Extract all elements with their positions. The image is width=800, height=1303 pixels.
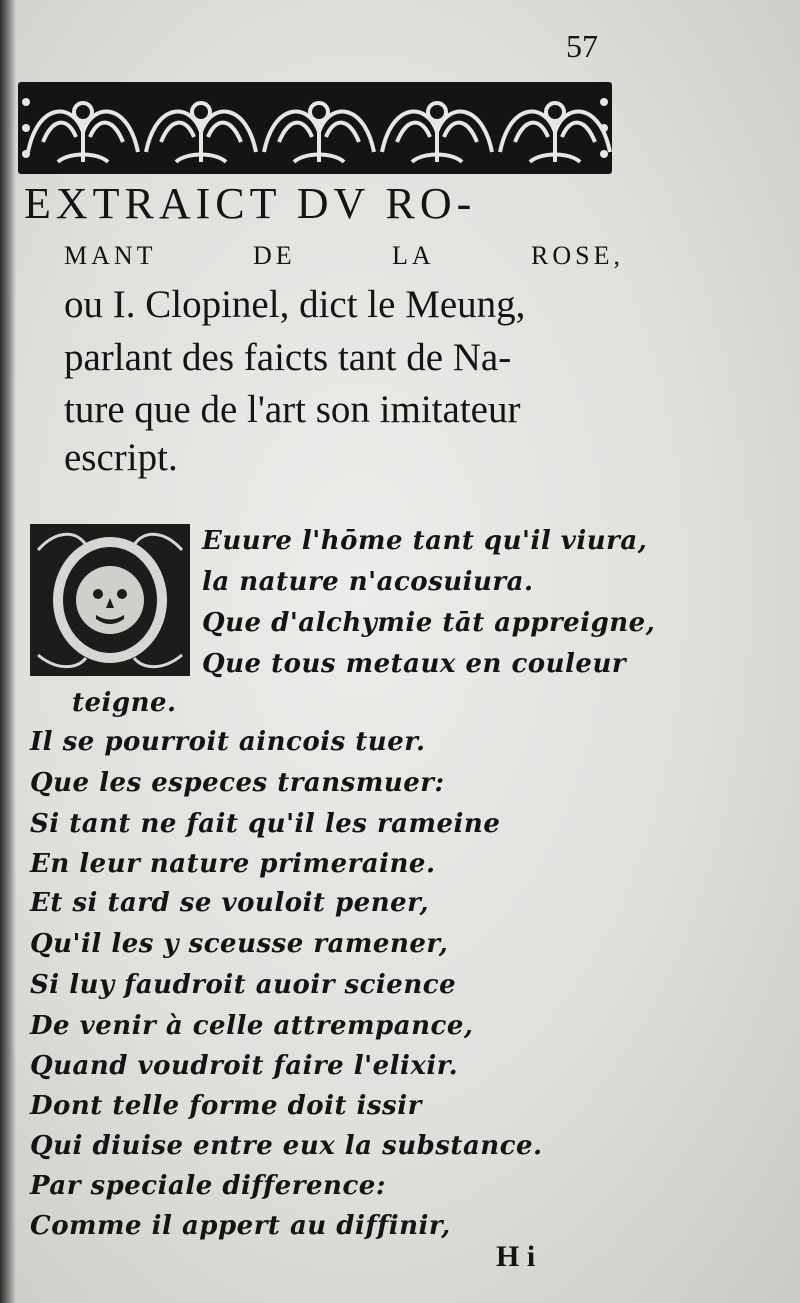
page-number: 57	[566, 28, 598, 64]
verse-line: Qu'il les y sceusse ramener,	[30, 929, 449, 959]
verse-line: Euure l'hōme tant qu'il viura,	[202, 526, 648, 556]
verse-line: Par speciale difference:	[30, 1171, 386, 1201]
decorated-initial	[26, 520, 194, 680]
verse-line: la nature n'acosuiura.	[202, 567, 534, 597]
verse-line: Si tant ne fait qu'il les rameine	[30, 809, 501, 839]
title-word: LA	[391, 241, 435, 270]
title-word: DE	[252, 241, 296, 270]
verse-line: Comme il appert au diffinir,	[30, 1211, 451, 1241]
verse-line: Que d'alchymie tāt appreigne,	[202, 608, 656, 638]
title-line-5: ture que de l'art son imitateur	[64, 388, 521, 431]
verse-line: Dont telle forme doit issir	[30, 1091, 422, 1121]
signature-mark: H i	[496, 1240, 536, 1273]
verse-line: Qui diuise entre eux la substance.	[30, 1131, 543, 1161]
title-word: MANT	[64, 241, 157, 270]
verse-line: Et si tard se vouloit pener,	[30, 888, 429, 918]
title-line-1: EXTRAICT DV RO-	[24, 179, 477, 228]
decorative-headpiece	[18, 82, 612, 174]
page-gutter-shadow	[0, 0, 16, 1303]
verse-line: De venir à celle attrempance,	[30, 1011, 474, 1041]
title-word: ROSE,	[531, 241, 624, 270]
title-line-3: ou I. Clopinel, dict le Meung,	[64, 283, 526, 326]
verse-line: Que tous metaux en couleur	[202, 649, 627, 679]
verse-line: En leur nature primeraine.	[30, 849, 436, 879]
title-line-6: escript.	[64, 436, 178, 479]
verse-line: teigne.	[72, 688, 177, 718]
verse-line: Il se pourroit aincois tuer.	[30, 727, 426, 757]
title-line-4: parlant des faicts tant de Na-	[64, 336, 512, 379]
title-line-2	[64, 241, 624, 271]
verse-line: Que les especes transmuer:	[30, 768, 445, 798]
verse-line: Si luy faudroit auoir science	[30, 970, 457, 1000]
verse-line: Quand voudroit faire l'elixir.	[30, 1051, 459, 1081]
